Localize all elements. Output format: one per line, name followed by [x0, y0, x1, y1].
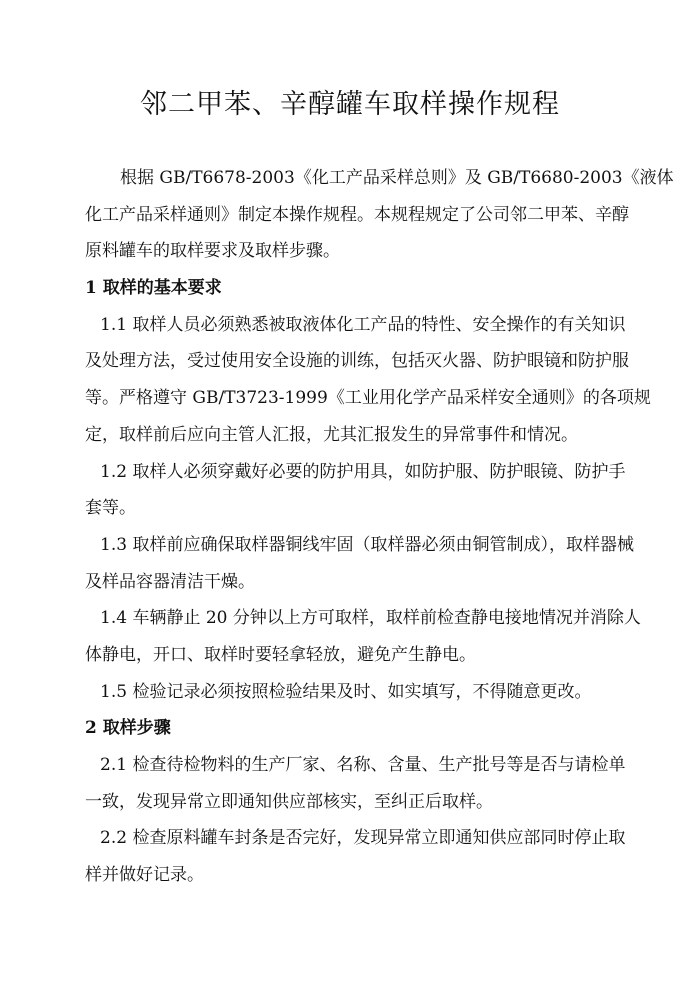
paragraph-1-2 [85, 454, 626, 527]
text-line: 1.3 取样前应确保取样器铜线牢固（取样器必须由铜管制成），取样器械 [100, 534, 634, 555]
text-line: 体静电，开口、取样时要轻拿轻放，避免产生静电。 [85, 644, 476, 665]
document-body [85, 160, 674, 894]
text-line: 套等。 [85, 498, 136, 519]
intro-paragraph [85, 160, 674, 270]
section-heading: 2 取样步骤 [85, 718, 171, 739]
document-title: 邻二甲苯、辛醇罐车取样操作规程 [140, 89, 560, 120]
section-heading: 1 取样的基本要求 [85, 278, 222, 299]
text-line: 及样品容器清洁干燥。 [85, 571, 255, 592]
text-line: 一致，发现异常立即通知供应部核实，至纠正后取样。 [85, 791, 493, 812]
text-line: 样并做好记录。 [85, 865, 204, 886]
text-line: 原料罐车的取样要求及取样步骤。 [85, 241, 340, 262]
paragraph-1-3 [85, 527, 634, 600]
text-line: 1.1 取样人员必须熟悉被取液体化工产品的特性、安全操作的有关知识 [100, 314, 626, 335]
text-line: 及处理方法，受过使用安全设施的训练，包括灭火器、防护眼镜和防护服 [85, 351, 629, 372]
paragraph-2-2 [85, 820, 626, 893]
text-line: 定，取样前后应向主管人汇报，尤其汇报发生的异常事件和情况。 [85, 424, 578, 445]
text-line: 等。严格遵守 GB/T3723-1999《工业用化学产品采样安全通则》的各项规 [85, 388, 651, 409]
text-line: 根据 GB/T6678-2003《化工产品采样总则》及 GB/T6680-2003《液体 [120, 168, 674, 188]
paragraph-1-4 [85, 600, 641, 673]
paragraph-1-5 [85, 674, 615, 711]
text-line: 1.2 取样人必须穿戴好必要的防护用具，如防护服、防护眼镜、防护手 [100, 461, 626, 482]
paragraph-1-1 [85, 307, 651, 454]
paragraph-2-1 [85, 747, 626, 820]
text-line: 2.2 检查原料罐车封条是否完好，发现异常立即通知供应部同时停止取 [100, 828, 626, 849]
text-line: 1.4 车辆静止 20 分钟以上方可取样，取样前检查静电接地情况并消除人 [100, 608, 641, 629]
text-line: 2.1 检查待检物料的生产厂家、名称、含量、生产批号等是否与请检单 [100, 755, 626, 775]
text-line: 1.5 检验记录必须按照检验结果及时、如实填写，不得随意更改。 [100, 681, 592, 702]
text-line: 化工产品采样通则》制定本操作规程。本规程规定了公司邻二甲苯、辛醇 [85, 204, 629, 225]
